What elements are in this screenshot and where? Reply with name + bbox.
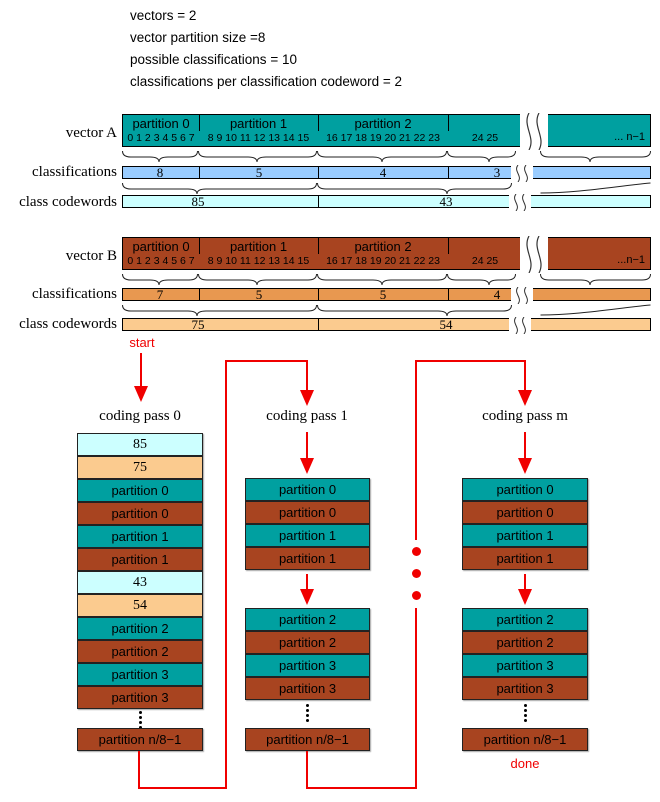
vector-a-classifications-label: classifications — [32, 164, 117, 180]
brace — [122, 149, 198, 163]
brace-tail — [540, 181, 651, 195]
bar-break — [511, 287, 533, 304]
stack-cell: 43 — [77, 571, 203, 594]
stack-cell: partition 3 — [245, 677, 370, 700]
stack-cell: partition 1 — [245, 524, 370, 547]
index-group: 8 9 10 11 12 13 14 15 — [207, 255, 310, 267]
brace — [198, 272, 317, 286]
config-line-vectors: vectors = 2 — [130, 8, 197, 23]
vector-a-classifications-bar — [122, 166, 651, 179]
stack-cell: partition 0 — [77, 502, 203, 525]
passm-block2 — [462, 608, 588, 700]
vector-b-codewords-label: class codewords — [19, 316, 117, 332]
bar-break — [511, 165, 533, 182]
stack-cell: partition 2 — [245, 608, 370, 631]
passm-arrow-line — [524, 432, 526, 458]
vector-a-bar — [122, 114, 651, 147]
index-group: 24 25 — [471, 255, 499, 267]
brace — [447, 272, 516, 286]
codeword-value: 75 — [191, 317, 205, 332]
vector-b-classifications-label: classifications — [32, 286, 117, 302]
pass1-tail — [245, 728, 370, 751]
stack-cell: partition 1 — [77, 525, 203, 548]
vector-b-label: vector B — [65, 248, 117, 264]
stack-cell: partition 3 — [245, 654, 370, 677]
index-group: 16 17 18 19 20 21 22 23 — [326, 132, 440, 144]
stack-cell: partition 1 — [77, 548, 203, 571]
partition-label: partition 0 — [132, 116, 190, 131]
flow-connector — [225, 360, 227, 789]
partition-label: partition 0 — [132, 239, 190, 254]
ellipsis-dots — [523, 704, 527, 722]
partition-label: partition 2 — [354, 239, 412, 254]
classification-value: 5 — [255, 287, 263, 302]
pass1-block1 — [245, 478, 370, 570]
index-group: 0 1 2 3 4 5 6 7 — [127, 132, 195, 144]
bar-break — [509, 194, 531, 211]
flow-connector — [138, 751, 140, 789]
passm-mid-arrowhead — [518, 589, 532, 605]
vector-b-classifications-bar — [122, 288, 651, 301]
index-group: 24 25 — [471, 132, 499, 144]
bar-break — [520, 113, 548, 150]
classification-value: 4 — [379, 165, 387, 180]
pass1-block2 — [245, 608, 370, 700]
start-arrowhead — [134, 386, 148, 402]
flow-arrowhead — [300, 390, 314, 406]
flow-connector — [415, 360, 417, 540]
index-group: 0 1 2 3 4 5 6 7 — [127, 255, 195, 267]
divider — [199, 166, 200, 179]
tail-label: ... n−1 — [614, 131, 645, 143]
stack-cell: partition 1 — [462, 524, 588, 547]
stack-cell: partition 2 — [462, 608, 588, 631]
partition-divider — [448, 238, 449, 254]
divider — [448, 288, 449, 301]
config-line-classifications: possible classifications = 10 — [130, 52, 297, 67]
divider — [318, 288, 319, 301]
brace — [122, 272, 198, 286]
index-group: 16 17 18 19 20 21 22 23 — [326, 255, 440, 267]
start-arrow-line — [140, 353, 142, 386]
pass1-mid-arrow-line — [306, 574, 308, 590]
vector-a-label: vector A — [65, 125, 117, 141]
config-line-partition-size: vector partition size =8 — [130, 30, 266, 45]
pass0-tail — [77, 728, 203, 751]
stack-cell: partition 2 — [245, 631, 370, 654]
passm-block1 — [462, 478, 588, 570]
brace — [198, 149, 317, 163]
index-group: 8 9 10 11 12 13 14 15 — [207, 132, 310, 144]
stack-cell: 54 — [77, 594, 203, 617]
brace — [122, 303, 317, 317]
ellipsis-dots — [138, 711, 142, 729]
stack-cell: partition n/8−1 — [462, 728, 588, 751]
flow-arrowhead — [518, 390, 532, 406]
divider — [448, 166, 449, 179]
bar-break — [520, 236, 548, 273]
bar-break — [509, 317, 531, 334]
passm-mid-arrow-line — [524, 574, 526, 590]
brace-tail — [540, 303, 651, 317]
vector-b-bar — [122, 237, 651, 270]
stack-cell: partition 1 — [462, 547, 588, 570]
pass1-mid-arrowhead — [300, 589, 314, 605]
passm-tail — [462, 728, 588, 751]
stack-cell: partition 3 — [77, 686, 203, 709]
stack-cell: partition n/8−1 — [245, 728, 370, 751]
pass0-stack — [77, 433, 203, 709]
flow-connector — [225, 360, 308, 362]
stack-cell: partition 2 — [77, 640, 203, 663]
stack-cell: partition 3 — [462, 677, 588, 700]
flow-connector — [306, 360, 308, 391]
stack-cell: partition 0 — [77, 479, 203, 502]
stack-cell: partition 2 — [462, 631, 588, 654]
brace — [317, 149, 447, 163]
coding-pass-0-label: coding pass 0 — [99, 408, 181, 424]
stack-cell: partition 2 — [77, 617, 203, 640]
classification-value: 4 — [493, 287, 501, 302]
stack-cell: 85 — [77, 433, 203, 456]
classification-value: 5 — [379, 287, 387, 302]
coding-pass-1-label: coding pass 1 — [266, 408, 348, 424]
classification-value: 3 — [493, 165, 501, 180]
ellipsis-dots — [305, 704, 309, 722]
brace — [540, 149, 651, 163]
stack-cell: partition 0 — [462, 501, 588, 524]
partition-label: partition 1 — [229, 116, 288, 131]
pass-skip-dot — [412, 547, 421, 556]
flow-connector — [415, 360, 526, 362]
divider — [318, 195, 319, 208]
stack-cell: partition 0 — [245, 478, 370, 501]
pass-skip-dot — [412, 591, 421, 600]
passm-arrowhead — [518, 458, 532, 474]
pass1-arrow-line — [306, 432, 308, 458]
classification-value: 8 — [156, 165, 164, 180]
flow-connector — [524, 360, 526, 391]
start-label: start — [129, 335, 155, 350]
tail-label: ...n−1 — [617, 254, 645, 266]
codeword-value: 43 — [439, 194, 453, 209]
stack-cell: partition 3 — [77, 663, 203, 686]
stack-cell: partition 1 — [245, 547, 370, 570]
classification-value: 5 — [255, 165, 263, 180]
flow-connector — [415, 608, 417, 789]
config-line-codeword: classifications per classification codeword = 2 — [130, 74, 403, 89]
brace — [447, 149, 516, 163]
coding-pass-m-label: coding pass m — [482, 408, 568, 424]
brace — [317, 272, 447, 286]
stack-cell: partition 0 — [245, 501, 370, 524]
brace — [540, 272, 651, 286]
stack-cell: 75 — [77, 456, 203, 479]
partition-label: partition 1 — [229, 239, 288, 254]
divider — [199, 288, 200, 301]
divider — [318, 318, 319, 331]
partition-divider — [448, 115, 449, 131]
pass1-arrowhead — [300, 458, 314, 474]
brace — [317, 303, 512, 317]
flow-connector — [306, 751, 308, 789]
classification-value: 7 — [156, 287, 164, 302]
stack-cell: partition 0 — [462, 478, 588, 501]
flow-connector — [306, 787, 417, 789]
done-label: done — [510, 756, 540, 771]
divider — [318, 166, 319, 179]
stack-cell: partition 3 — [462, 654, 588, 677]
vector-a-codewords-label: class codewords — [19, 194, 117, 210]
pass-skip-dot — [412, 569, 421, 578]
vector-a-codewords-bar — [122, 195, 651, 208]
brace — [317, 181, 512, 195]
brace — [122, 181, 317, 195]
stack-cell: partition n/8−1 — [77, 728, 203, 751]
vector-b-codewords-bar — [122, 318, 651, 331]
flow-connector — [138, 787, 227, 789]
codeword-value: 54 — [439, 317, 453, 332]
codeword-value: 85 — [191, 194, 205, 209]
partition-label: partition 2 — [354, 116, 412, 131]
